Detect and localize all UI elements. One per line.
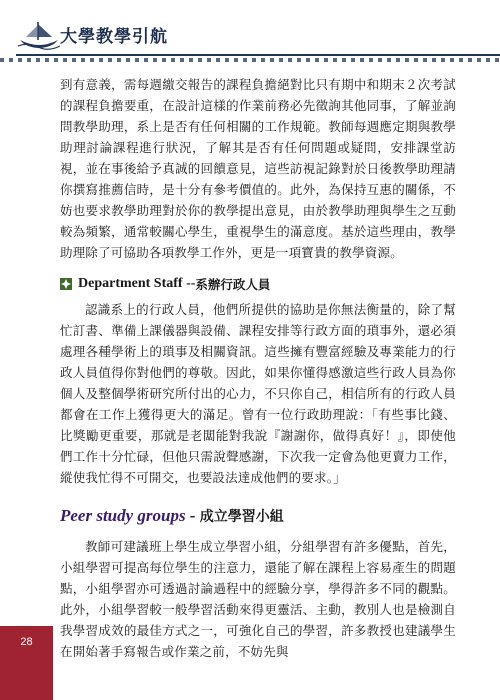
- section-title-english: Department Staff --: [78, 276, 196, 291]
- page-body: [60, 74, 456, 662]
- header-dash-rule: [0, 58, 500, 62]
- paragraph-ta-feedback: 到有意義，需每週繳交報告的課程負擔絕對比只有期中和期末２次考試的課程負擔要重，在設計這樣的作業前務必先徵詢其他同事，了解並詢問教學助理，系上是否有任何相關的工作規範。教師每週應定期與教學助理討論課程進行狀況，了解其是否有任何問題或疑問，安排課堂訪視，並在事後給予真誠的回饋意見，這些訪視記錄對於日後教學助理請你撰寫推薦信時，是十分有參考價值的。此外，為保持互惠的關係，不妨也要求教學助理對於你的教學提出意見，由於教學助理與學生之互動較為頻繁，通常較關心學生，重視學生的滿意度。基於這些理由，教學助理除了可協助各項教學工作外，更是一項寶貴的教學資源。: [60, 77, 456, 260]
- paragraph-department-staff: 認識系上的行政人員，他們所提供的協助是你無法衡量的，除了幫忙訂書、準備上課儀器與設備、課程安排等行政方面的瑣事外，還必須處理各種學術上的瑣事及相關資訊。這些擁有豐富經驗及專業能力的行政人員值得你對他們的尊敬。因此，如果你懂得感激這些行政人員為你個人及整個學術研究所付出的心力，不只你自己，相信所有的行政人員都會在工作上獲得更大的滿足。曾有一位行政助理說：「有些事比錢、比獎勵更重要，那就是老闆能對我說『謝謝你，做得真好！』，即使他們工作十分忙碌，但他只需說聲感謝，下次我一定會為他更賣力工作，縱使我忙得不可開交，也要設法達成他們的要求。」: [60, 302, 456, 485]
- page-header: [0, 0, 500, 60]
- section-title-chinese: 系辦行政人員: [195, 277, 271, 292]
- header-divider: [16, 54, 500, 56]
- page-number: 28: [20, 636, 33, 648]
- paragraph-peer-study-groups: 教師可建議班上學生成立學習小組，分組學習有許多優點，首先，小組學習可提高每位學生的注意力，還能了解在課程上容易產生的問題點，小組學習亦可透過討論過程中的經驗分享，學得許多不同的觀點。此外，小組學習較一般學習活動來得更靈活、主動，教別人也是檢測自我學習成效的最佳方式之一，可強化自己的學習，許多教授也建議學生在開始著手寫報告或作業之前，不妨先與: [60, 539, 456, 659]
- ship-logo-icon: [16, 18, 62, 52]
- section-heading-department-staff: [60, 275, 456, 293]
- section-title-english: Peer study groups -: [60, 506, 200, 525]
- section-heading-peer-study-groups: [60, 506, 456, 526]
- clover-bullet-icon: [60, 278, 72, 290]
- header-title: 大學教學引航: [60, 27, 168, 47]
- section-title-chinese: 成立學習小組: [199, 509, 284, 525]
